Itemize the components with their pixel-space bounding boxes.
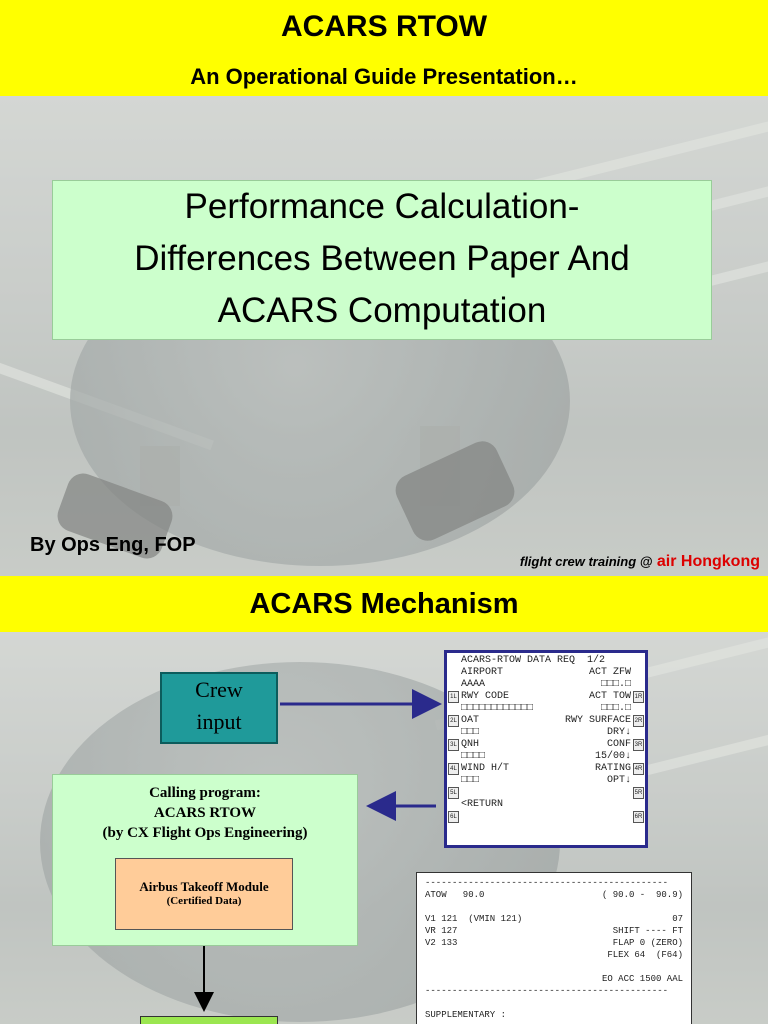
mcdu-row-left: □□□□□□□□□□□□ <box>461 703 534 714</box>
crew-line-2: input <box>196 709 242 734</box>
line-select-key-left[interactable]: 6L <box>448 811 459 823</box>
line-select-key-right[interactable]: 1R <box>633 691 644 703</box>
mcdu-row-right: OPT↓ <box>606 775 631 786</box>
mcdu-rows <box>461 655 631 811</box>
printout-row <box>425 973 683 985</box>
mcdu-row-left: WIND H/T <box>461 763 510 774</box>
mcdu-row-left: QNH <box>461 739 480 750</box>
topic-line-1: Performance Calculation- <box>184 187 580 226</box>
printout-row-left: --------------------------------------------- <box>425 878 669 888</box>
mcdu-row <box>461 667 631 679</box>
airbus-line-1: Airbus Takeoff Module <box>139 879 269 894</box>
printout-row <box>425 961 683 973</box>
line-select-key-right[interactable]: 4R <box>633 763 644 775</box>
printout-row-left: V2 133 <box>425 938 458 948</box>
printout-row <box>425 925 683 937</box>
mcdu-row <box>461 727 631 739</box>
printout-row <box>425 877 683 889</box>
topic-line-3: ACARS Computation <box>217 291 547 330</box>
mcdu-screen <box>444 650 648 848</box>
mcdu-row-right: RATING <box>594 763 631 774</box>
slide-title-2: ACARS Mechanism <box>249 588 519 620</box>
slide-subtitle: An Operational Guide Presentation… <box>190 64 578 89</box>
mcdu-row-left: AAAA <box>461 679 486 690</box>
printout-row-right: ( 90.0 - 90.9) <box>601 890 683 900</box>
mcdu-row <box>461 691 631 703</box>
mcdu-row-right: ACT ZFW <box>588 667 631 678</box>
printout-row <box>425 949 683 961</box>
takeoff-printout <box>416 872 692 1024</box>
mcdu-row <box>461 787 631 799</box>
crew-line-1: Crew <box>195 677 243 702</box>
mcdu-row <box>461 751 631 763</box>
calling-line-1: Calling program: <box>149 785 261 801</box>
calling-line-2: ACARS RTOW <box>153 805 257 821</box>
mcdu-row-right: DRY↓ <box>606 727 631 738</box>
mcdu-row-right: RWY SURFACE <box>564 715 631 726</box>
mcdu-row-right: □□□.□ <box>600 703 631 714</box>
mcdu-row-left: <RETURN <box>461 799 504 810</box>
calling-line-3: (by CX Flight Ops Engineering) <box>102 825 308 841</box>
mcdu-row-left: ACARS-RTOW DATA REQ 1/2 <box>461 655 606 666</box>
line-select-key-right[interactable]: 3R <box>633 739 644 751</box>
mcdu-row <box>461 679 631 691</box>
printout-row-left: ATOW 90.0 <box>425 890 485 900</box>
mcdu-row-right: CONF <box>606 739 631 750</box>
line-select-key-right[interactable]: 6R <box>633 811 644 823</box>
mcdu-row-left: □□□□ <box>461 751 486 762</box>
printout-row <box>425 889 683 901</box>
printout-row-left: VR 127 <box>425 926 458 936</box>
printout-row <box>425 937 683 949</box>
mcdu-row-right: 15/00↓ <box>594 751 631 762</box>
line-select-key-left[interactable]: 1L <box>448 691 459 703</box>
mcdu-row <box>461 715 631 727</box>
line-select-key-left[interactable]: 4L <box>448 763 459 775</box>
printout-row <box>425 913 683 925</box>
mcdu-row <box>461 775 631 787</box>
brand-name: air Hongkong <box>656 553 760 570</box>
mcdu-row-left: RWY CODE <box>461 691 510 702</box>
topic-line-2: Differences Between Paper And <box>134 239 630 278</box>
printout-row-right: FLEX 64 (F64) <box>607 950 683 960</box>
airbus-module-box <box>115 858 293 930</box>
footer-credit <box>520 553 760 571</box>
printout-row-left: SUPPLEMENTARY : <box>425 1010 507 1020</box>
mcdu-row-left: AIRPORT <box>461 667 504 678</box>
printout-row-left: --------------------------------------------- <box>425 986 669 996</box>
airbus-line-2: (Certified Data) <box>166 895 242 907</box>
footer-prefix: flight crew training @ <box>519 554 653 569</box>
printout-row-left: V1 121 (VMIN 121) <box>425 914 523 924</box>
printout-rows <box>425 877 683 1021</box>
line-select-key-left[interactable]: 5L <box>448 787 459 799</box>
line-select-key-left[interactable]: 2L <box>448 715 459 727</box>
mcdu-row-right: □□□.□ <box>600 679 631 690</box>
line-select-key-left[interactable]: 3L <box>448 739 459 751</box>
printout-row-right: EO ACC 1500 AAL <box>601 974 683 984</box>
printout-row-right: SHIFT ---- FT <box>612 926 683 936</box>
printout-row <box>425 1009 683 1021</box>
line-select-key-right[interactable]: 2R <box>633 715 644 727</box>
printout-row-right: FLAP 0 (ZERO) <box>612 938 683 948</box>
printout-row-right: 07 <box>672 914 683 924</box>
mcdu-row <box>461 739 631 751</box>
line-select-key-right[interactable]: 5R <box>633 787 644 799</box>
mcdu-row <box>461 763 631 775</box>
mcdu-row-left: □□□ <box>461 727 480 738</box>
mcdu-row <box>461 703 631 715</box>
mechanism-slide <box>0 576 768 1024</box>
mcdu-row-left: □□□ <box>461 775 480 786</box>
author-label: By Ops Eng, FOP <box>30 534 196 556</box>
mcdu-row <box>461 799 631 811</box>
mcdu-row-right: ACT TOW <box>588 691 631 702</box>
mcdu-row-left: OAT <box>461 715 480 726</box>
mcdu-row <box>461 655 631 667</box>
bottom-green-box <box>140 1016 278 1024</box>
printout-row <box>425 901 683 913</box>
topic-box <box>52 180 712 340</box>
printout-row <box>425 985 683 997</box>
printout-row <box>425 997 683 1009</box>
slide-title: ACARS RTOW <box>280 10 488 43</box>
